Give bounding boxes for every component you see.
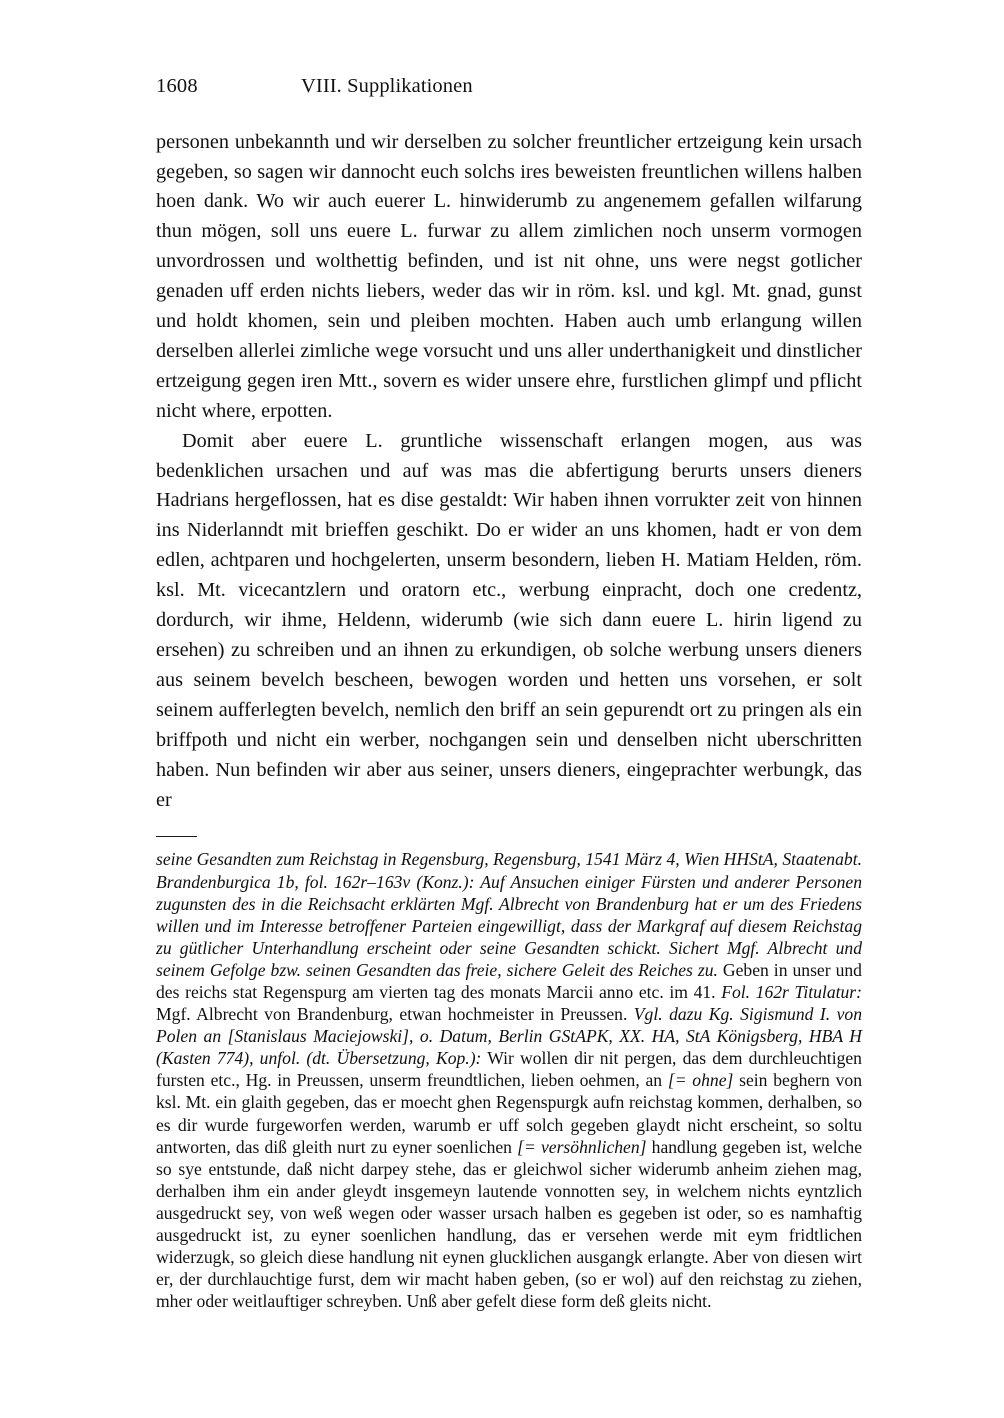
footnote-separator-rule <box>156 836 197 837</box>
page-number: 1608 <box>156 75 198 97</box>
footnote-segment-italic: Fol. 162r Titulatur: <box>721 982 863 1002</box>
paragraph: Domit aber euere L. gruntliche wissenschaft erlangen mogen, aus was bedenklichen ursachen und auf was mas die abfertigung berurts unsers dieners Hadrians hergeflossen, hat es dise gestaldt: Wir haben ihnen vorrukter zeit von hinnen ins Niderlanndt mit brieffen geschikt. Do er wider an uns khomen, hadt er von dem edlen, achtparen und hochgelerten, unserm besondern, lieben H. Matiam Helden, röm. ksl. Mt. vicecantzlern und oratorn etc., werbung einpracht, doch one credentz, dordurch, wir ihme, Heldenn, widerumb (wie sich dann euere L. hirin ligend zu ersehen) zu schreiben und an ihnen zu erkundigen, ob solche werbung unsers dieners aus seinem bevelch bescheen, bewogen worden und hetten uns vorsehen, er solt seinem aufferlegten bevelch, nemlich den briff an sein gepurendt ort zu pringen als ein briffpoth und nicht ein werber, nochgangen sein und denselben nicht uberschritten haben. Nun befinden wir aber aus seiner, unsers dieners, eingeprachter werbungk, das er <box>156 429 862 811</box>
footnote-segment-roman: sein beghern von ksl. Mt. ein glaith gegeben, das er moecht ghen Regenspurgk aufn reichstag kommen, derhalben, so es dir wurde furgeworfen werden, warumb er uff solch gegeben glaydt nicht erscheint, so soltu antworten, das diß gleith nurt zu eyner soenlichen <box>156 1070 862 1157</box>
running-head <box>156 74 862 99</box>
running-title: VIII. Supplikationen <box>301 75 473 97</box>
footnote-segment-italic: seine Gesandten zum Reichstag in Regensburg, Regensburg, 1541 März 4, Wien HHStA, Staatenabt. Brandenburgica 1b, fol. 162r–163v (Konz.): Auf Ansuchen einiger Fürsten und anderer Personen zugunsten des in die Reichsacht erklärten Mgf. Albrecht von Brandenburg hat er um des Friedens willen und im Interesse betroffener Parteien eingewilligt, dass der Markgraf auf diesem Reichstag zu gütlicher Unterhandlung erscheint oder seine Gesandten schickt. Sichert Mgf. Albrecht und seinem Gefolge bzw. seinen Gesandten das freie, sichere Geleit des Reiches zu. <box>156 849 862 980</box>
paragraph: personen unbekannth und wir derselben zu solcher freuntlicher ertzeigung kein ursach gegeben, so sagen wir dannocht euch solchs ires beweisten freuntlichen willens halben hoen dank. Wo wir auch euerer L. hinwiderumb zu angenemem gefallen wilfarung thun mögen, soll uns euere L. furwar zu allem zimlichen noch unserm vormogen unvordrossen und wolthettig befinden, und ist nit ohne, uns were negst gotlicher genaden uff erden nichts liebers, weder das wir in röm. ksl. und kgl. Mt. gnad, gunst und holdt khomen, sein und pleiben mochten. Haben auch umb erlangung willen derselben allerlei zimliche wege vorsucht und uns aller underthanigkeit und dinstlicher ertzeigung gegen iren Mtt., sovern es wider unsere ehre, furstlichen glimpf und pflicht nicht where, erpotten. <box>156 130 862 422</box>
footnote-segment-roman: Mgf. Albrecht von Brandenburg, etwan hochmeister in Preussen. <box>156 1004 634 1025</box>
body-text <box>156 128 862 816</box>
footnote-segment-roman: Wir wollen dir nit pergen, das dem durchleuchtigen fursten etc., Hg. in Preussen, unserm freundtlichen, lieben oehmen, an <box>156 1048 862 1091</box>
footnote-segment-roman: handlung gegeben ist, welche so sye entstunde, daß nicht darpey stehe, das er gleichwol sicher widerumb anheim ziehen mag, derhalben ihm ein ander gleydt insgemeyn lautende vonnotten sey, in welchem nichts eyntzlich ausgedruckt sey, von weß wegen oder wasser ursach halben es gegeben ist oder, so es namhaftig ausgedruckt ist, zu eyner soenlichen handlung, das er versehen werde mit eym fridtlichen widerzugk, so gleich diese handlung nit eynen glucklichen ausgangk erlangte. Aber von diesen wirt er, der durchlauchtige furst, dem wir macht haben geben, (so er wol) auf den reichstag zu ziehen, mher oder weitlauftiger schreyben. Unß aber gefelt diese form deß gleits nicht. <box>156 1136 862 1312</box>
footnote-segment-roman: Geben in unser und des reichs stat Regenspurg am vierten tag des monats Marcii anno etc. im 41. <box>156 959 862 1002</box>
footnote-segment-italic: Vgl. dazu Kg. Sigismund I. von Polen an [Stanislaus Maciejowski], o. Datum, Berlin GStAPK, XX. HA, StA Königsberg, HBA H (Kasten 774), unfol. (dt. Übersetzung, Kop.): <box>156 1004 862 1069</box>
page-content <box>156 74 862 1312</box>
footnote-text <box>156 848 862 1312</box>
footnote-apparatus <box>156 836 862 1312</box>
footnote-segment-italic: [= ohne] <box>667 1070 734 1091</box>
footnote-segment-italic: [= versöhnlichen] <box>517 1136 647 1157</box>
